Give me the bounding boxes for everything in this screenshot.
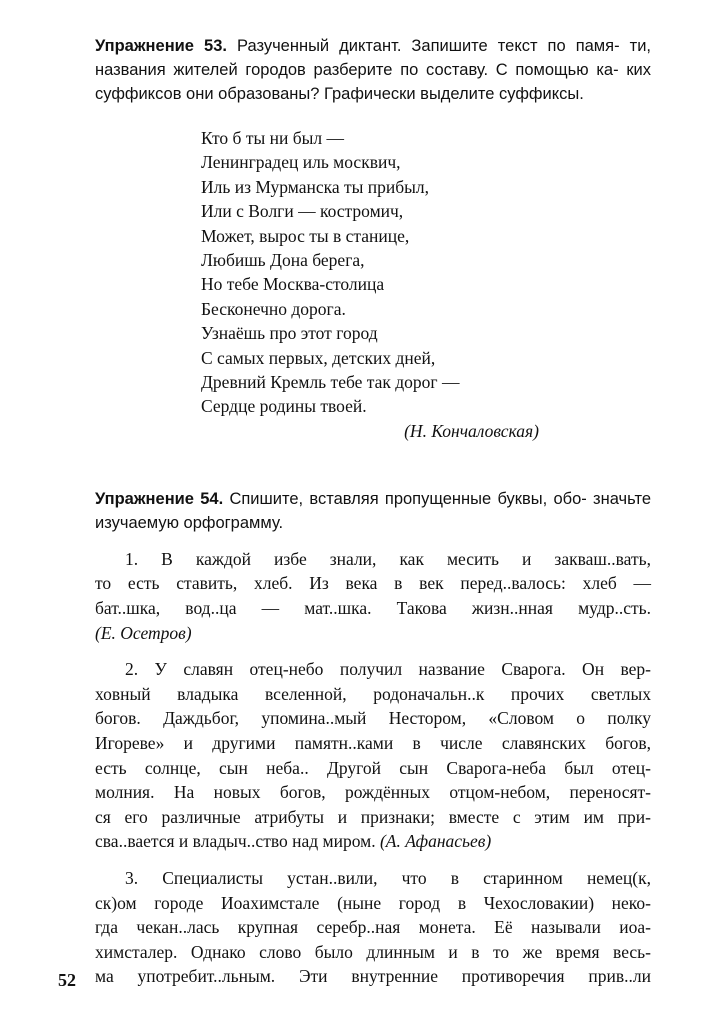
paragraph-line: богов. Даждьбог, упомина..мый Нестором, «Словом о полку xyxy=(95,708,651,729)
paragraph-line: молния. На новых богов, рождённых отцом-небом, переносят- xyxy=(95,782,651,803)
poem-line: Бесконечно дорога. xyxy=(201,298,346,319)
exercise-53-instruction-line: Разученный диктант. Запишите текст по памя- xyxy=(237,37,620,55)
paragraph-line: 1. В каждой избе знали, как месить и закваш..вать, xyxy=(125,548,651,569)
poem-line: Ленинградец иль москвич, xyxy=(201,152,401,173)
paragraph-line: 3. Специалисты устан..вили, что в старинном немец(к, xyxy=(125,868,651,888)
paragraph-line: сва..вается и владыч..ство над миром. xyxy=(95,831,376,852)
exercise-53-instruction-line: ких суффиксов они образованы? Графически выделите суффиксы. xyxy=(95,61,651,103)
poem-line: Сердце родины твоей. xyxy=(201,396,367,417)
paragraph-line: есть солнце, сын неба.. Другой сын Сварога-неба был отец- xyxy=(95,757,651,778)
exercise-54-paragraph-1 xyxy=(95,547,651,645)
exercise-53-heading: Упражнение 53. xyxy=(95,37,227,55)
paragraph-line: гда чекан..лась крупная серебр..ная монета. Её называли иоа- xyxy=(95,917,651,938)
exercise-54-instruction-line: значьте изучаемую орфограмму. xyxy=(95,489,651,532)
exercise-54-paragraph-2 xyxy=(95,657,651,854)
textbook-page xyxy=(95,34,651,989)
exercise-54-instruction xyxy=(95,487,651,535)
poem xyxy=(201,126,651,419)
exercise-54-paragraph-3 xyxy=(95,866,651,989)
paragraph-author: (А. Афанасьев) xyxy=(379,831,492,852)
page-number: 52 xyxy=(58,970,76,990)
poem-line: Или с Волги — костромич, xyxy=(201,201,404,222)
paragraph-line: то есть ставить, хлеб. Из века в век перед..валось: хлеб — xyxy=(95,573,651,594)
paragraph-line: ма употребит..льным. Эти внутренние противоречия прив..ли xyxy=(95,966,651,987)
exercise-54-instruction-line: Спишите, вставляя пропущенные буквы, обо- xyxy=(229,489,587,508)
poem-line: Но тебе Москва-столица xyxy=(201,274,385,295)
paragraph-line: ск)ом городе Иоахимстале (ныне город в Чехословакии) неко- xyxy=(95,892,651,913)
poem-line: С самых первых, детских дней, xyxy=(201,347,436,368)
exercise-53-instruction-line: ти, названия жителей городов разберите по составу. С помощью ка- xyxy=(95,37,651,79)
poem-line: Иль из Мурманска ты прибыл, xyxy=(201,176,430,197)
paragraph-line: химсталер. Однако слово было длинным и в то же время весь- xyxy=(95,941,651,962)
poem-line: Древний Кремль тебе так дорог — xyxy=(201,372,460,393)
paragraph-author: (Е. Осетров) xyxy=(95,622,192,643)
paragraph-line: ховный владыка вселенной, родоначальн..к прочих светлых xyxy=(95,683,651,704)
poem-line: Может, вырос ты в станице, xyxy=(201,225,410,246)
paragraph-line: Игореве» и другими памятн..ками в числе славянских богов, xyxy=(95,733,651,754)
poem-line: Кто б ты ни был — xyxy=(201,128,344,148)
paragraph-line: ся его различные атрибуты и признаки; вместе с этим им при- xyxy=(95,806,651,827)
exercise-53-instruction xyxy=(95,34,651,106)
poem-line: Узнаёшь про этот город xyxy=(201,323,378,344)
poem-line: Любишь Дона берега, xyxy=(201,250,365,271)
paragraph-line: бат..шка, вод..ца — мат..шка. Такова жизн..нная мудр..сть. xyxy=(95,598,651,619)
poem-author: (Н. Кончаловская) xyxy=(404,420,539,441)
exercise-54-heading: Упражнение 54. xyxy=(95,489,224,508)
paragraph-line: 2. У славян отец-небо получил название Сварога. Он вер- xyxy=(125,659,651,680)
